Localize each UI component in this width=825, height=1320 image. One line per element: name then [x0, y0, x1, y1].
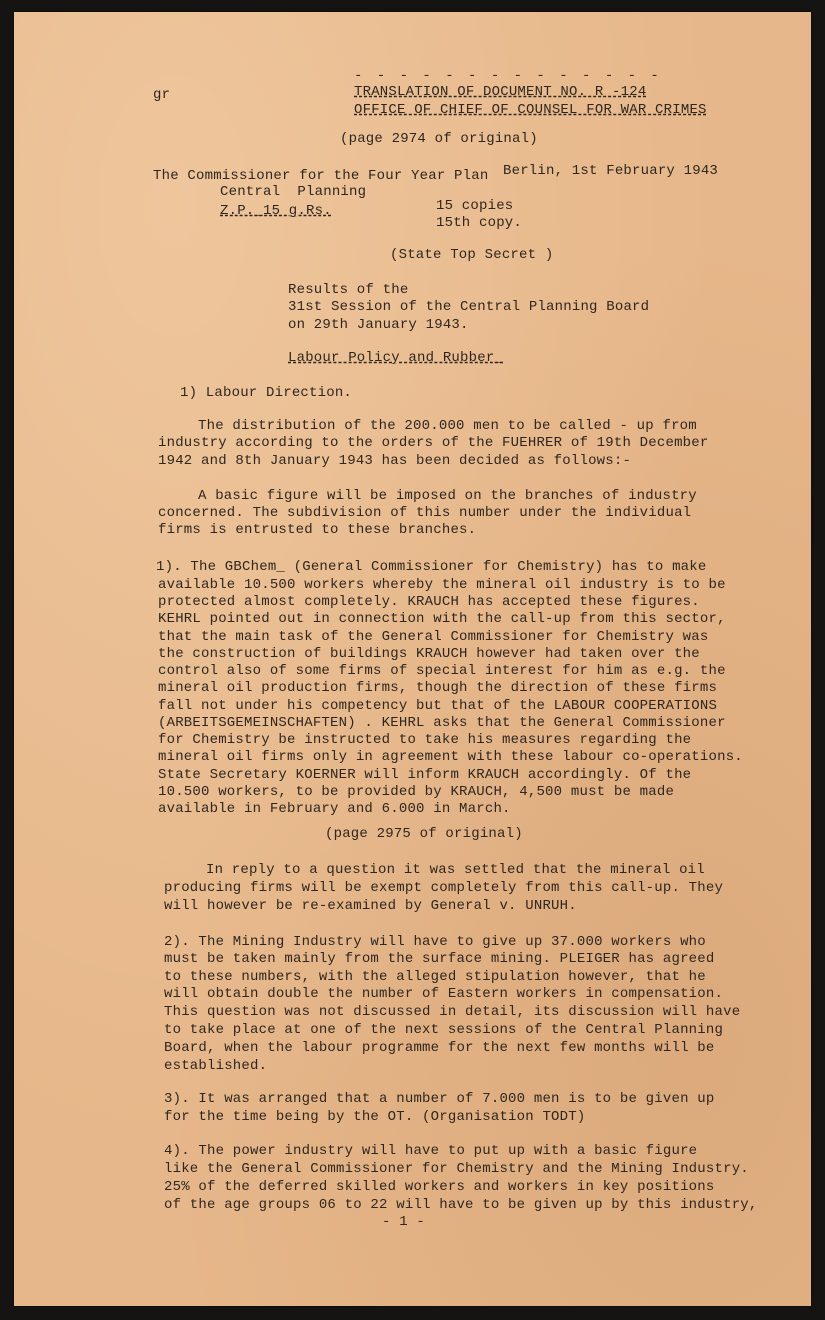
text-line: 1942 and 8th January 1943 has been decided as follows:- — [158, 453, 632, 469]
page-reference: (page 2974 of original) — [340, 131, 538, 147]
text-line: fall not under his competency but that of the LABOUR COOPERATIONS — [158, 698, 718, 714]
title-line-3: on 29th January 1943. — [288, 317, 469, 333]
text-line: will obtain double the number of Eastern workers in compensation. — [164, 986, 724, 1002]
text-line: firms is entrusted to these branches. — [158, 522, 477, 538]
text-line: mineral oil firms only in agreement with these labour co-operations. — [158, 749, 743, 765]
typist-initials: gr — [153, 87, 171, 103]
section-heading: 1) Labour Direction. — [180, 385, 353, 401]
document-page — [14, 12, 811, 1306]
text-line: Board, when the labour programme for the next few months will be — [164, 1040, 715, 1056]
text-line: (ARBEITSGEMEINSCHAFTEN) . KEHRL asks that the General Commissioner — [158, 715, 726, 731]
text-line: industry according to the orders of the FUEHRER of 19th December — [158, 435, 709, 451]
title-line-1: Results of the — [288, 282, 409, 298]
memo-copies: 15 copies — [436, 198, 514, 214]
memo-copy-number: 15th copy. — [436, 215, 523, 231]
text-line: to these numbers, with the alleged stipulation however, that he — [164, 969, 706, 985]
text-line: This question was not discussed in detail, its discussion will have — [164, 1004, 741, 1020]
text-line: State Secretary KOERNER will inform KRAUCH accordingly. Of the — [158, 767, 692, 783]
text-line: mineral oil production firms, though the direction of these firms — [158, 680, 718, 696]
text-line: 3). It was arranged that a number of 7.000 men is to be given up — [164, 1091, 715, 1107]
text-line: KEHRL pointed out in connection with the call-up from this sector, — [158, 611, 726, 627]
text-line: will however be re-examined by General v. UNRUH. — [164, 898, 577, 914]
header-dash-line: - - - - - - - - - - - - - - — [354, 68, 662, 84]
text-line: A basic figure will be imposed on the branches of industry — [198, 488, 697, 504]
memo-place-date: Berlin, 1st February 1943 — [503, 163, 719, 179]
text-line: 4). The power industry will have to put up with a basic figure — [164, 1143, 698, 1159]
memo-reference: Z.P._15 g.Rs. — [220, 203, 332, 219]
text-line: producing firms will be exempt completely from this call-up. They — [164, 880, 724, 896]
text-line: 1). The GBChem_ (General Commissioner for Chemistry) has to make — [156, 559, 707, 575]
text-line: 25% of the deferred skilled workers and workers in key positions — [164, 1179, 715, 1195]
text-line: protected almost completely. KRAUCH has accepted these figures. — [158, 594, 700, 610]
text-line: concerned. The subdivision of this number under the individual — [158, 505, 692, 521]
office-heading: OFFICE OF CHIEF OF COUNSEL FOR WAR CRIMES — [354, 102, 707, 118]
text-line: 2). The Mining Industry will have to give up 37.000 workers who — [164, 934, 706, 950]
text-line: available 10.500 workers whereby the mineral oil industry is to be — [158, 577, 726, 593]
text-line: In reply to a question it was settled that the mineral oil — [206, 862, 705, 878]
text-line: must be taken mainly from the surface mining. PLEIGER has agreed — [164, 951, 715, 967]
text-line: available in February and 6.000 in March. — [158, 801, 511, 817]
page-reference-2: (page 2975 of original) — [325, 826, 523, 842]
text-line: the construction of buildings KRAUCH however had taken over the — [158, 646, 700, 662]
text-line: The distribution of the 200.000 men to be called - up from — [198, 418, 697, 434]
text-line: for the time being by the OT. (Organisation TODT) — [164, 1109, 586, 1125]
text-line: control also of some firms of special interest for him as e.g. the — [158, 663, 726, 679]
memo-department: Central Planning — [220, 184, 367, 200]
title-line-2: 31st Session of the Central Planning Board — [288, 299, 650, 315]
classification: (State Top Secret ) — [390, 247, 554, 263]
text-line: of the age groups 06 to 22 will have to be given up by this industry, — [164, 1197, 758, 1213]
text-line: for Chemistry be instructed to take his measures regarding the — [158, 732, 692, 748]
translation-heading: TRANSLATION OF DOCUMENT NO. R -124 — [354, 84, 647, 100]
memo-from: The Commissioner for the Four Year Plan — [153, 168, 489, 184]
text-line: 10.500 workers, to be provided by KRAUCH, 4,500 must be made — [158, 784, 675, 800]
subject-heading: Labour Policy and Rubber_ — [288, 350, 504, 366]
page-number: - 1 - — [382, 1214, 426, 1230]
text-line: established. — [164, 1058, 268, 1074]
text-line: that the main task of the General Commissioner for Chemistry was — [158, 629, 709, 645]
text-line: to take place at one of the next sessions of the Central Planning — [164, 1022, 724, 1038]
text-line: like the General Commissioner for Chemistry and the Mining Industry. — [164, 1161, 749, 1177]
